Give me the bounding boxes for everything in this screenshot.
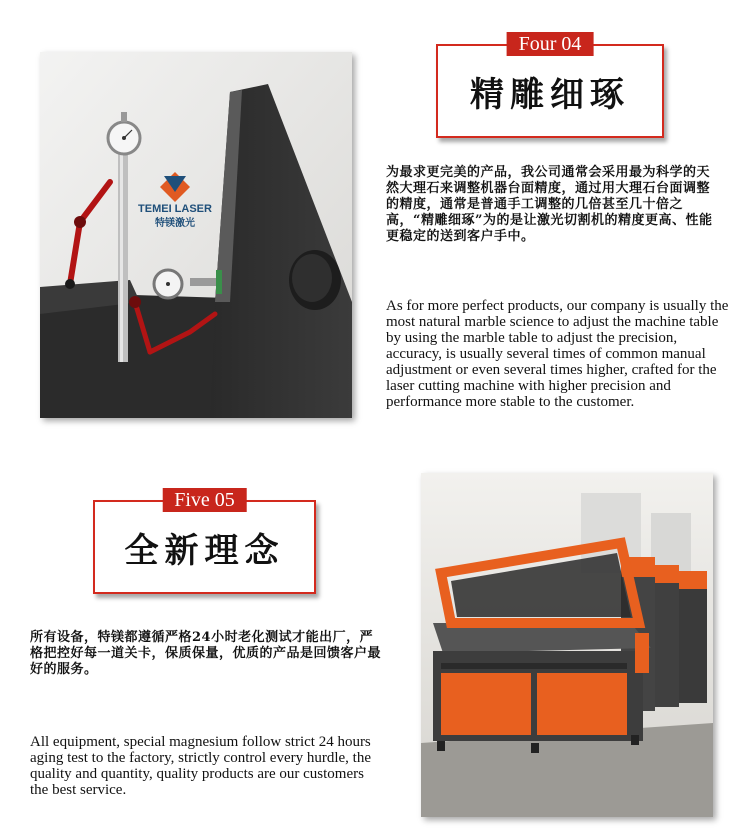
section-five-tab-label: Five 05 xyxy=(162,488,247,512)
svg-text:TEMEI LASER: TEMEI LASER xyxy=(138,203,212,215)
section-four-tab-label: Four 04 xyxy=(507,32,594,56)
section-five-title: 全新理念 xyxy=(124,530,285,571)
section-four-title: 精雕细琢 xyxy=(470,74,630,115)
laser-machines-photo xyxy=(421,473,713,817)
section-five-title-box xyxy=(93,489,316,594)
svg-text:特镁激光: 特镁激光 xyxy=(155,218,195,229)
section-four-title-box xyxy=(436,33,664,138)
section-four-chinese-text: 为最求更完美的产品，我公司通常会采用最为科学的天然大理石来调整机器台面精度，通过用大理石台面调整的精度，通常是普通手工调整的几倍甚至几十倍之高，“精雕细琢”为的是让激光切割机的精度更高、性能更稳定的送到客户手中。 xyxy=(386,165,713,244)
marble-calibration-photo xyxy=(40,52,352,418)
section-five-chinese-text: 所有设备，特镁都遵循严格24小时老化测试才能出厂，严格把控好每一道关卡，保质保量，优质的产品是回馈客户最好的服务。 xyxy=(30,630,382,677)
section-four-english-text: As for more perfect products, our company is usually the most natural marble science to adjust the machine table by using the marble table to adjust the precision, accuracy, is usually several times of common manual adjustment or even several times higher, crafted for the laser cutting machine with higher precision and performance more stable to the customer. xyxy=(386,298,729,410)
section-five-english-text: All equipment, special magnesium follow strict 24 hours aging test to the factory, strictly control every hurdle, the quality and quantity, quality products are our customers the best service. xyxy=(30,734,372,798)
